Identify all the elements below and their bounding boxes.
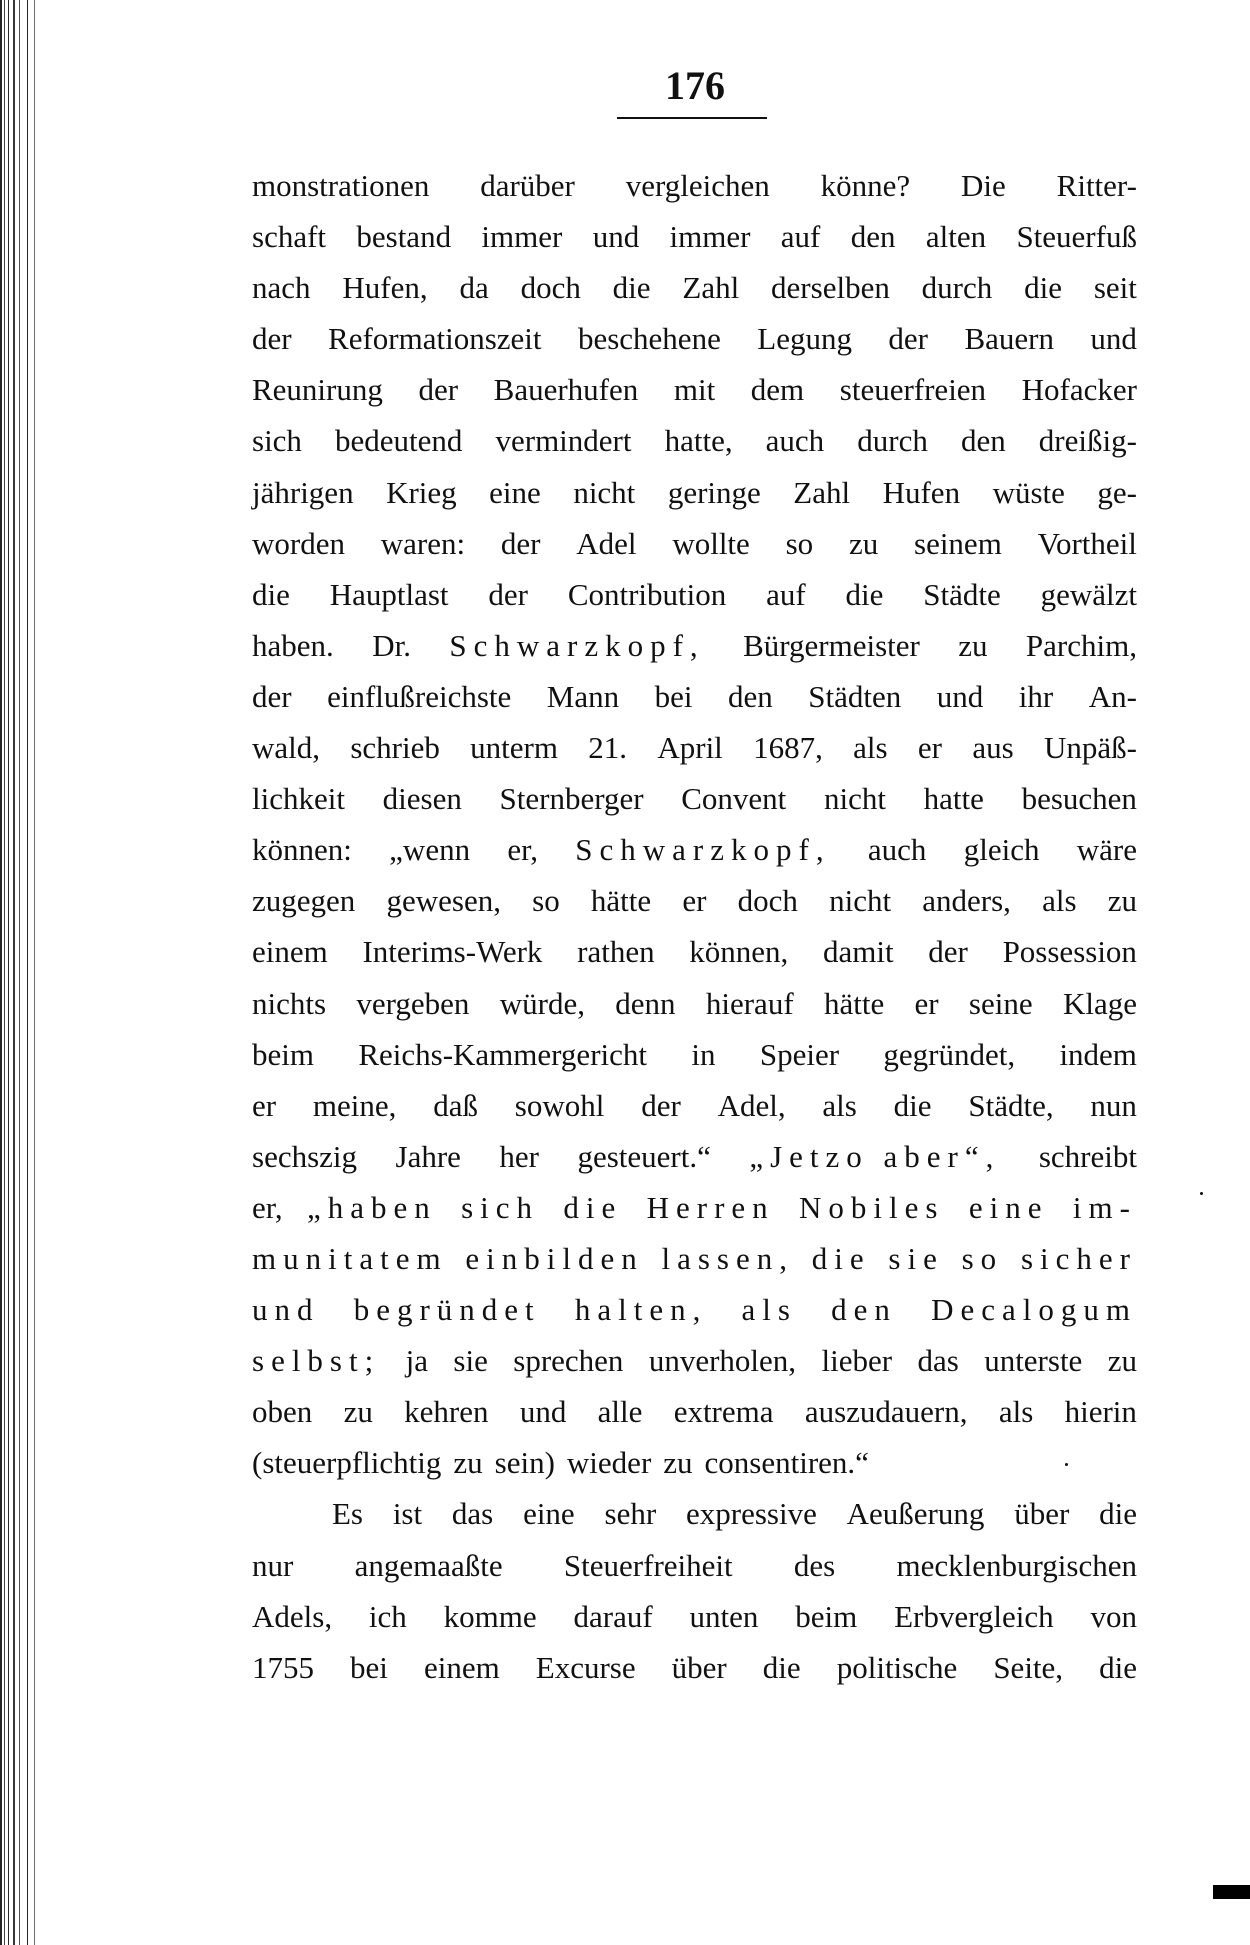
word: zu <box>958 627 988 663</box>
word: rathen <box>577 934 655 970</box>
scan-artifact <box>1213 1885 1250 1899</box>
word: mit <box>673 372 716 408</box>
word: schrieb <box>350 730 440 766</box>
word: doch <box>520 270 581 306</box>
word: daß <box>433 1087 478 1123</box>
word: und <box>252 1292 320 1328</box>
word: kehren <box>404 1394 489 1430</box>
word: können, <box>689 934 789 970</box>
word: könne? <box>820 168 911 203</box>
word: beim <box>795 1598 858 1634</box>
text-line <box>252 160 1137 211</box>
word: gewesen, <box>386 883 501 919</box>
word: die <box>811 1240 871 1276</box>
word: geringe <box>667 474 761 510</box>
word: sicher <box>1020 1240 1137 1276</box>
word: Speier <box>759 1036 840 1072</box>
word: Convent <box>681 781 787 817</box>
word: bei <box>654 678 693 714</box>
word: schaft <box>252 219 327 255</box>
word: monstrationen <box>252 168 430 203</box>
word: hierin <box>1064 1394 1137 1430</box>
word: Vortheil <box>1037 525 1137 561</box>
word: hätte <box>590 883 652 919</box>
word: Erbvergleich <box>894 1598 1054 1634</box>
word: den <box>960 423 1006 459</box>
text-line <box>252 926 1137 977</box>
word: 1687, <box>753 730 823 766</box>
word: extrema <box>673 1394 774 1430</box>
word: zu <box>663 1445 693 1481</box>
word: An- <box>1088 678 1137 714</box>
word: Excurse <box>535 1649 636 1685</box>
word: hatte <box>923 781 984 817</box>
word: mecklenburgischen <box>896 1547 1137 1583</box>
word: der <box>641 1087 681 1123</box>
word: wieder <box>566 1445 652 1481</box>
word: doch <box>737 883 798 919</box>
word: Hauptlast <box>329 576 449 612</box>
word: Adels, <box>252 1598 333 1634</box>
text-line <box>252 1233 1137 1284</box>
word: auch <box>867 832 927 868</box>
word: her <box>499 1138 539 1174</box>
word: und <box>519 1394 567 1430</box>
text-line <box>252 1335 1137 1386</box>
word: Städte, <box>968 1087 1054 1123</box>
word: die <box>563 1189 623 1225</box>
word: als <box>1042 883 1077 919</box>
word: ich <box>368 1598 407 1634</box>
word: 1755 <box>252 1649 314 1685</box>
word: die <box>1099 1649 1137 1685</box>
word: auch <box>765 423 825 459</box>
word: die <box>845 576 884 612</box>
word: komme <box>443 1598 537 1634</box>
word: lassen, <box>661 1240 794 1276</box>
word: Zahl <box>793 474 851 510</box>
text-line <box>252 1386 1137 1437</box>
word: oben <box>252 1394 313 1430</box>
word: wüste <box>992 474 1065 510</box>
word: die <box>612 270 651 306</box>
word: zu <box>453 1445 483 1481</box>
word: immer <box>669 219 751 255</box>
word: er, <box>507 832 538 868</box>
word: vermindert <box>495 423 632 459</box>
word: immer <box>481 219 563 255</box>
word: Jahre <box>395 1138 461 1174</box>
word: Parchim, <box>1025 627 1137 663</box>
word: der <box>418 372 459 408</box>
text-line <box>252 1540 1137 1591</box>
text-line <box>252 978 1137 1029</box>
word: diesen <box>382 781 462 817</box>
word: selbst; <box>252 1343 381 1379</box>
text-line <box>252 1488 1137 1539</box>
word: wäre <box>1076 832 1137 868</box>
word: sie <box>888 1240 944 1276</box>
word: als <box>998 1394 1034 1430</box>
word: einem <box>423 1649 500 1685</box>
word: nach <box>252 270 311 306</box>
word: er, <box>252 1189 283 1225</box>
word: über <box>1014 1496 1070 1532</box>
text-line <box>252 1080 1137 1131</box>
word: der <box>500 525 541 561</box>
word: worden <box>252 525 345 561</box>
word: er <box>682 883 707 919</box>
word: die <box>1099 1496 1137 1532</box>
text-line <box>252 671 1137 722</box>
word: ja <box>405 1343 429 1379</box>
word: zu <box>343 1394 373 1430</box>
text-line <box>252 313 1137 364</box>
word: Ritter- <box>1056 168 1137 203</box>
word: nicht <box>829 883 892 919</box>
word: den <box>728 678 773 714</box>
word: schreibt <box>1038 1138 1137 1174</box>
word: haben. <box>252 627 334 663</box>
text-line <box>252 1642 1137 1693</box>
word: würde, <box>499 985 585 1021</box>
word: waren: <box>380 525 466 561</box>
word: er <box>917 730 943 766</box>
word: begründet <box>353 1292 541 1328</box>
word: gewälzt <box>1040 576 1137 612</box>
word: hatte, <box>664 423 733 459</box>
word: wollte <box>672 525 750 561</box>
word: Legung <box>757 321 852 357</box>
word: seit <box>1093 270 1137 306</box>
word: Unpäß- <box>1043 730 1137 766</box>
word: und <box>1090 321 1137 357</box>
word: Schwarzkopf, <box>575 832 831 868</box>
word: des <box>793 1547 836 1583</box>
word: die <box>252 576 290 612</box>
word: so <box>961 1240 1004 1276</box>
word: so <box>532 883 560 919</box>
word: alle <box>597 1394 643 1430</box>
word: von <box>1090 1598 1137 1634</box>
page-number: 176 <box>665 63 725 108</box>
word: ihr <box>1018 678 1054 714</box>
word: denn <box>615 985 676 1021</box>
word: Dr. <box>372 627 411 663</box>
word: Adel, <box>717 1087 786 1123</box>
word: zu <box>1107 1343 1137 1379</box>
word: alten <box>925 219 987 255</box>
word: sein) <box>494 1445 555 1481</box>
text-line <box>252 875 1137 926</box>
body-text <box>252 160 1137 1693</box>
word: Possession <box>1002 934 1137 970</box>
word: damit <box>822 934 894 970</box>
word: munitatem <box>252 1240 448 1276</box>
speck <box>1065 1463 1068 1466</box>
word: Reformationszeit <box>328 321 542 357</box>
word: als <box>853 730 888 766</box>
word: eine <box>489 474 541 510</box>
word: „haben <box>306 1189 437 1225</box>
word: sowohl <box>514 1087 605 1123</box>
word: Hofacker <box>1021 372 1137 408</box>
word: im- <box>1072 1189 1137 1225</box>
word: „Jetzo aber“, <box>749 1138 1001 1174</box>
word: Städte <box>923 576 1001 612</box>
word: er <box>914 985 939 1021</box>
word: Mann <box>546 678 620 714</box>
word: die <box>893 1087 932 1123</box>
word: steuerfreien <box>839 372 987 408</box>
word: Klage <box>1062 985 1137 1021</box>
text-line <box>252 1591 1137 1642</box>
word: zu <box>1107 883 1137 919</box>
word: Seite, <box>993 1649 1064 1685</box>
word: Herren <box>646 1189 775 1225</box>
word: hätte <box>823 985 885 1021</box>
text-line <box>252 1284 1137 1335</box>
word: sich <box>252 423 302 459</box>
word: seine <box>968 985 1033 1021</box>
word: unterste <box>984 1343 1083 1379</box>
word: als <box>741 1292 797 1328</box>
word: die <box>1024 270 1062 306</box>
word: bei <box>350 1649 388 1685</box>
word: hierauf <box>705 985 794 1021</box>
word: Bauern <box>964 321 1054 357</box>
word: auf <box>766 576 806 612</box>
word: durch <box>921 270 993 306</box>
word: Aeußerung <box>846 1496 985 1532</box>
word: eine <box>523 1496 575 1532</box>
word: jährigen <box>252 474 354 510</box>
word: dreißig- <box>1038 423 1137 459</box>
text-line <box>252 722 1137 773</box>
word: Bürgermeister <box>743 627 920 663</box>
word: besuchen <box>1021 781 1137 817</box>
word: eine <box>968 1189 1049 1225</box>
word: Zahl <box>682 270 740 306</box>
text-line <box>252 1029 1137 1080</box>
word: gegründet, <box>883 1036 1016 1072</box>
word: Die <box>961 168 1006 203</box>
word: seinem <box>914 525 1002 561</box>
text-line <box>252 415 1137 466</box>
word: sie <box>453 1343 488 1379</box>
word: Hufen <box>882 474 961 510</box>
word: Contribution <box>567 576 727 612</box>
text-line <box>252 364 1137 415</box>
word: angemaaßte <box>354 1547 503 1583</box>
word: vergleichen <box>625 168 770 203</box>
word: Es <box>332 1496 363 1532</box>
word: der <box>252 678 292 714</box>
word: vergeben <box>356 985 470 1021</box>
word: können: <box>252 832 352 868</box>
word: wald, <box>252 730 321 766</box>
word: den <box>831 1292 897 1328</box>
word: Adel <box>576 525 637 561</box>
word: Sternberger <box>499 781 644 817</box>
word: nicht <box>573 474 636 510</box>
word: indem <box>1059 1036 1137 1072</box>
word: Steuerfreiheit <box>563 1547 733 1583</box>
header-rule <box>617 117 767 119</box>
word: halten, <box>574 1292 708 1328</box>
text-line <box>252 467 1137 518</box>
word: Reunirung <box>252 372 383 408</box>
word: einbilden <box>465 1240 644 1276</box>
word: Decalogum <box>931 1292 1137 1328</box>
word: zugegen <box>252 883 356 919</box>
word: aus <box>972 730 1014 766</box>
word: nichts <box>252 985 327 1021</box>
word: expressive <box>685 1496 817 1532</box>
word: ge- <box>1097 474 1137 510</box>
speck <box>1200 1192 1203 1195</box>
word: bestand <box>356 219 452 255</box>
word: Schwarzkopf, <box>449 627 705 663</box>
word: (steuerpflichtig <box>252 1445 442 1481</box>
text-line <box>252 1437 1137 1488</box>
word: über <box>671 1649 727 1685</box>
word: die <box>762 1649 801 1685</box>
word: gesteuert.“ <box>577 1138 711 1174</box>
word: politische <box>836 1649 958 1685</box>
word: und <box>936 678 984 714</box>
word: durch <box>857 423 928 459</box>
text-line <box>252 620 1137 671</box>
text-line <box>252 1131 1137 1182</box>
word: unverholen, <box>648 1343 797 1379</box>
text-line <box>252 824 1137 875</box>
word: 21. <box>588 730 628 766</box>
word: als <box>822 1087 857 1123</box>
word: beschehene <box>577 321 721 357</box>
word: gleich <box>963 832 1040 868</box>
word: Bauerhufen <box>493 372 639 408</box>
word: Steuerfuß <box>1016 219 1137 255</box>
word: nur <box>252 1547 294 1583</box>
word: derselben <box>771 270 890 306</box>
word: der <box>488 576 528 612</box>
word: Nobiles <box>799 1189 945 1225</box>
word: der <box>888 321 929 357</box>
word: das <box>917 1343 959 1379</box>
text-line <box>252 262 1137 313</box>
word: der <box>252 321 292 357</box>
word: auf <box>780 219 821 255</box>
word: sehr <box>604 1496 657 1532</box>
word: sprechen <box>513 1343 624 1379</box>
word: „wenn <box>389 832 471 868</box>
text-line <box>252 518 1137 569</box>
word: in <box>691 1036 716 1072</box>
word: den <box>850 219 896 255</box>
word: bedeutend <box>335 423 463 459</box>
word: Reichs-Kammergericht <box>358 1036 648 1072</box>
word: er <box>252 1087 277 1123</box>
word: Krieg <box>386 474 457 510</box>
word: anders, <box>922 883 1011 919</box>
word: sich <box>461 1189 540 1225</box>
word: einem <box>252 934 328 970</box>
word: darüber <box>480 168 575 203</box>
word: beim <box>252 1036 314 1072</box>
word: dem <box>750 372 805 408</box>
word: das <box>451 1496 494 1532</box>
text-line <box>252 773 1137 824</box>
text-line <box>252 1182 1137 1233</box>
text-line <box>252 569 1137 620</box>
word: consentiren.“ <box>704 1445 869 1481</box>
word: so <box>785 525 814 561</box>
word: nicht <box>823 781 886 817</box>
word: auszudauern, <box>804 1394 968 1430</box>
word: und <box>592 219 640 255</box>
word: der <box>928 934 968 970</box>
word: sechszig <box>252 1138 358 1174</box>
word: lichkeit <box>252 781 345 817</box>
word: meine, <box>312 1087 397 1123</box>
word: Hufen, <box>342 270 428 306</box>
word: unterm <box>470 730 558 766</box>
word: Städten <box>808 678 902 714</box>
word: nun <box>1090 1087 1137 1123</box>
text-line <box>252 211 1137 262</box>
word: Interims-Werk <box>362 934 543 970</box>
word: zu <box>848 525 879 561</box>
scanned-book-edge <box>0 0 48 1945</box>
word: lieber <box>821 1343 893 1379</box>
word: ist <box>392 1496 423 1532</box>
word: darauf <box>573 1598 653 1634</box>
word: da <box>459 270 489 306</box>
word: unten <box>689 1598 759 1634</box>
word: April <box>657 730 723 766</box>
word: einflußreichste <box>327 678 512 714</box>
